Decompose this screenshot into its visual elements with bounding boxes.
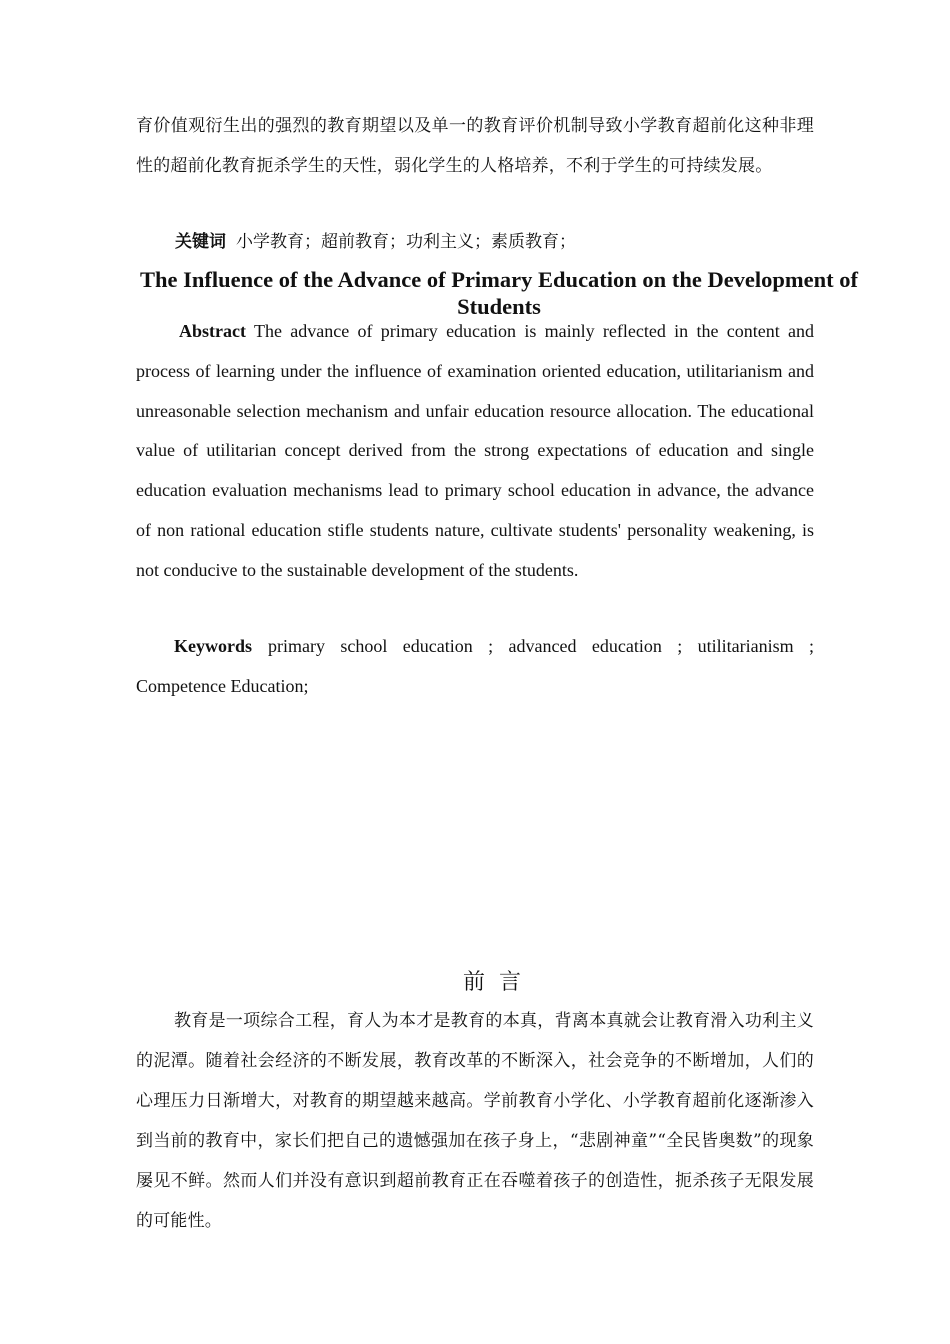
preface-title: 前言: [462, 970, 535, 995]
chinese-keywords: [175, 222, 576, 262]
english-abstract: [136, 312, 814, 591]
chinese-keywords-text: 小学教育；超前教育；功利主义；素质教育；: [236, 232, 576, 252]
english-keywords-text: primary school education ; advanced education ; utilitarianism ; Competence Education;: [136, 636, 814, 696]
chinese-abstract-paragraph: 育价值观衍生出的强烈的教育期望以及单一的教育评价机制导致小学教育超前化这种非理性的超前化教育扼杀学生的天性，弱化学生的人格培养，不利于学生的可持续发展。: [136, 116, 814, 176]
chinese-keywords-label: 关键词: [175, 232, 226, 252]
english-abstract-text: The advance of primary education is mainly reflected in the content and process of learning under the influence of examination oriented education, utilitarianism and unreasonable selection mechanism and unfair education resource allocation. The educational value of utilitarian concept derived from the strong expectations of education and single education evaluation mechanisms lead to primary school education in advance, the advance of non rational education stifle students nature, cultivate students' personality weakening, is not conducive to the sustainable development of the students.: [136, 321, 814, 580]
english-abstract-label: Abstract: [179, 321, 246, 341]
english-keywords: [136, 627, 814, 707]
english-title: The Influence of the Advance of Primary Education on the Development of Students: [139, 267, 859, 319]
english-keywords-label: Keywords: [174, 636, 252, 656]
preface-paragraph: 教育是一项综合工程，育人为本才是教育的本真，背离本真就会让教育滑入功利主义的泥潭。随着社会经济的不断发展，教育改革的不断深入，社会竞争的不断增加，人们的心理压力日渐增大，对教育的期望越来越高。学前教育小学化、小学教育超前化逐渐渗入到当前的教育中，家长们把自己的遗憾强加在孩子身上，“悲剧神童”“全民皆奥数”的现象屡见不鲜。然而人们并没有意识到超前教育正在吞噬着孩子的创造性，扼杀孩子无限发展的可能性。: [136, 1011, 814, 1231]
